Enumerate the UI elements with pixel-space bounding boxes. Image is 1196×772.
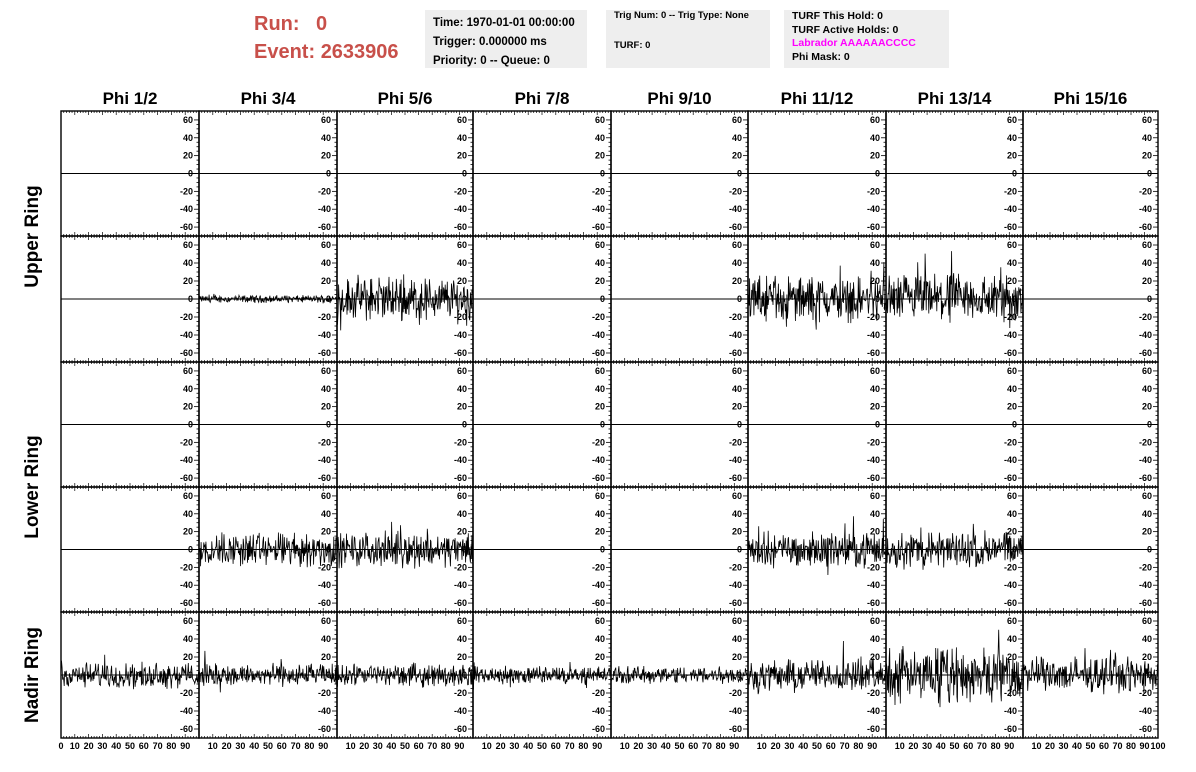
y-tick-label: -60 (453, 348, 467, 358)
column-header-8: Phi 15/16 (1053, 89, 1128, 108)
y-tick-label: 0 (1146, 294, 1152, 304)
y-tick-label: 40 (1006, 383, 1017, 394)
y-tick-label: -60 (317, 724, 331, 734)
waveform-r4-c2 (199, 532, 337, 567)
y-tick-label: -20 (866, 437, 880, 448)
y-tick-label: -20 (453, 688, 467, 698)
y-tick-label: 20 (731, 652, 742, 662)
y-tick-label: -60 (1138, 222, 1152, 233)
y-tick-label: 40 (594, 258, 605, 268)
waveform-r4-c3 (337, 522, 473, 569)
y-tick-label: 40 (1141, 132, 1152, 143)
y-tick-label: 40 (320, 383, 331, 394)
y-tick-label: 40 (594, 634, 605, 644)
y-tick-label: 40 (182, 258, 193, 268)
y-tick-label: -20 (317, 186, 331, 197)
y-tick-label: -60 (179, 222, 193, 233)
y-tick-label: -60 (453, 724, 467, 734)
y-tick-label: 60 (594, 616, 605, 626)
y-tick-label: 0 (599, 294, 605, 304)
y-tick-label: -60 (866, 598, 880, 609)
y-tick-label: -40 (728, 455, 742, 466)
y-tick-label: 40 (731, 634, 742, 644)
y-tick-label: 60 (1141, 114, 1152, 125)
y-tick-label: -40 (317, 706, 331, 716)
y-tick-label: -20 (1138, 437, 1152, 448)
y-tick-label: -60 (728, 724, 742, 734)
y-tick-label: 20 (731, 526, 742, 537)
y-tick-label: -40 (453, 706, 467, 716)
y-tick-label: -40 (179, 455, 193, 466)
y-tick-label: -20 (591, 562, 605, 573)
event-label: Event: (254, 41, 316, 63)
y-tick-label: 60 (182, 616, 193, 626)
y-tick-label: -20 (1138, 312, 1152, 322)
y-tick-label: -20 (317, 562, 331, 573)
y-tick-label: -40 (1003, 204, 1017, 215)
y-tick-label: 60 (594, 490, 605, 501)
y-tick-label: -60 (591, 724, 605, 734)
y-tick-label: -60 (728, 598, 742, 609)
y-tick-label: -40 (179, 330, 193, 340)
turf-this-hold-text: TURF This Hold: 0 (792, 10, 883, 22)
y-tick-label: -40 (179, 580, 193, 591)
turf-text: TURF: 0 (614, 40, 651, 51)
y-tick-label: 40 (1006, 132, 1017, 143)
y-tick-label: -20 (1138, 562, 1152, 573)
y-tick-label: 20 (320, 150, 331, 161)
y-tick-label: 0 (187, 544, 193, 555)
y-tick-label: 0 (1011, 544, 1017, 555)
y-tick-label: 20 (869, 276, 880, 286)
y-tick-label: -20 (866, 312, 880, 322)
y-tick-label: 40 (594, 508, 605, 519)
y-tick-label: -60 (728, 473, 742, 484)
y-tick-label: -20 (317, 437, 331, 448)
waveform-r2-c3 (337, 274, 473, 330)
y-tick-label: 60 (1006, 114, 1017, 125)
y-tick-label: 20 (731, 150, 742, 161)
y-tick-label: 60 (1006, 490, 1017, 501)
y-tick-label: 20 (594, 526, 605, 537)
y-tick-label: -20 (866, 562, 880, 573)
y-tick-label: 0 (187, 168, 193, 179)
y-tick-label: 20 (594, 652, 605, 662)
trigger-text: Trigger: 0.000000 ms (433, 36, 547, 48)
y-tick-label: 20 (456, 652, 467, 662)
y-tick-label: 60 (869, 240, 880, 250)
y-tick-label: -60 (591, 473, 605, 484)
y-tick-label: 40 (182, 383, 193, 394)
y-tick-label: -60 (1003, 222, 1017, 233)
y-tick-label: -20 (591, 437, 605, 448)
y-tick-label: -20 (728, 562, 742, 573)
ring-label-3: Nadir Ring (22, 626, 43, 724)
y-tick-label: -40 (1138, 330, 1152, 340)
y-tick-label: -20 (317, 688, 331, 698)
y-tick-label: -60 (179, 473, 193, 484)
waveform-r5-c4 (473, 662, 611, 690)
y-tick-label: 60 (456, 114, 467, 125)
y-tick-label: 20 (869, 401, 880, 412)
y-tick-label: 40 (731, 132, 742, 143)
y-tick-label: 20 (731, 401, 742, 412)
y-tick-label: -60 (1003, 598, 1017, 609)
y-tick-label: -20 (591, 186, 605, 197)
y-tick-label: -40 (591, 580, 605, 591)
y-tick-label: 40 (869, 258, 880, 268)
y-tick-label: -20 (1003, 437, 1017, 448)
y-tick-label: 40 (869, 132, 880, 143)
y-tick-label: -60 (453, 222, 467, 233)
y-tick-label: 0 (599, 670, 605, 680)
y-tick-label: -40 (317, 204, 331, 215)
y-tick-label: -60 (728, 348, 742, 358)
y-tick-label: 0 (874, 419, 880, 430)
y-tick-label: -60 (453, 598, 467, 609)
y-tick-label: -20 (179, 562, 193, 573)
column-header-6: Phi 11/12 (780, 89, 854, 108)
y-tick-label: 40 (456, 383, 467, 394)
time-text: Time: 1970-01-01 00:00:00 (433, 17, 575, 29)
y-tick-label: 60 (869, 365, 880, 376)
y-tick-label: 0 (874, 168, 880, 179)
y-tick-label: 60 (182, 490, 193, 501)
y-tick-label: -20 (728, 688, 742, 698)
phi-mask-text: Phi Mask: 0 (792, 50, 850, 63)
y-tick-label: 40 (1141, 258, 1152, 268)
y-tick-label: 60 (320, 365, 331, 376)
y-tick-label: 0 (1011, 294, 1017, 304)
y-tick-label: 20 (1006, 401, 1017, 412)
y-tick-label: 0 (461, 294, 467, 304)
y-tick-label: 0 (736, 670, 742, 680)
y-tick-label: 0 (325, 294, 331, 304)
y-tick-label: 60 (1006, 240, 1017, 250)
y-tick-label: -40 (728, 580, 742, 591)
y-tick-label: -40 (728, 204, 742, 215)
y-tick-label: -20 (453, 186, 467, 197)
y-tick-label: -40 (1138, 580, 1152, 591)
y-tick-label: 40 (320, 634, 331, 644)
y-tick-label: -40 (728, 330, 742, 340)
y-tick-label: -40 (1138, 455, 1152, 466)
y-tick-label: -40 (1003, 455, 1017, 466)
event-value: 2633906 (320, 41, 399, 63)
y-tick-label: 20 (320, 652, 331, 662)
y-tick-label: -20 (179, 186, 193, 197)
y-tick-label: 20 (456, 526, 467, 537)
y-tick-label: 40 (1141, 508, 1152, 519)
column-header-5: Phi 9/10 (647, 89, 712, 108)
y-tick-label: 0 (1146, 544, 1152, 555)
y-tick-label: 0 (1011, 168, 1017, 179)
y-tick-label: 20 (182, 150, 193, 161)
y-tick-label: 40 (320, 508, 331, 519)
y-tick-label: -60 (317, 598, 331, 609)
y-tick-label: -40 (453, 455, 467, 466)
y-tick-label: 0 (187, 419, 193, 430)
y-tick-label: -20 (453, 312, 467, 322)
waveform-r5-c2 (199, 651, 337, 693)
y-tick-label: -20 (453, 562, 467, 573)
y-tick-label: 40 (1006, 508, 1017, 519)
y-tick-label: -60 (179, 724, 193, 734)
y-tick-label: 60 (320, 490, 331, 501)
y-tick-label: 60 (182, 240, 193, 250)
y-tick-label: -40 (866, 455, 880, 466)
y-tick-label: 0 (1146, 419, 1152, 430)
y-tick-label: -20 (1003, 562, 1017, 573)
y-tick-label: 0 (1011, 419, 1017, 430)
y-tick-label: 40 (182, 634, 193, 644)
y-tick-label: -20 (866, 186, 880, 197)
y-tick-label: 0 (874, 544, 880, 555)
y-tick-label: 20 (320, 401, 331, 412)
y-tick-label: 40 (320, 258, 331, 268)
y-tick-label: -20 (591, 688, 605, 698)
y-tick-label: 60 (456, 365, 467, 376)
y-tick-label: 20 (1006, 276, 1017, 286)
waveform-r4-c6 (748, 516, 886, 575)
y-tick-label: -60 (317, 473, 331, 484)
y-tick-label: 40 (456, 508, 467, 519)
y-tick-label: 0 (599, 168, 605, 179)
waveform-r2-c7 (886, 251, 1023, 328)
waveform-r5-c3 (337, 663, 473, 688)
y-tick-label: 40 (456, 634, 467, 644)
waveform-r2-c6 (748, 262, 886, 330)
y-tick-label: 0 (461, 419, 467, 430)
y-tick-label: 20 (456, 276, 467, 286)
y-tick-label: 60 (456, 490, 467, 501)
y-tick-label: -60 (1003, 348, 1017, 358)
y-tick-label: -40 (453, 580, 467, 591)
y-tick-label: 20 (1141, 276, 1152, 286)
y-tick-label: 40 (731, 508, 742, 519)
y-tick-label: 60 (731, 490, 742, 501)
y-tick-label: -60 (179, 348, 193, 358)
priority-queue-text: Priority: 0 -- Queue: 0 (433, 55, 550, 67)
y-tick-label: 0 (461, 168, 467, 179)
y-tick-label: 60 (594, 114, 605, 125)
ring-label-2: Lower Ring (22, 435, 43, 539)
labrador-text: Labrador AAAAAACCCC (792, 37, 916, 49)
y-tick-label: 60 (869, 114, 880, 125)
y-tick-label: 20 (456, 401, 467, 412)
y-tick-label: 60 (182, 114, 193, 125)
y-tick-label: -20 (179, 312, 193, 322)
y-tick-label: 60 (731, 365, 742, 376)
y-tick-label: -20 (317, 312, 331, 322)
y-tick-label: -20 (179, 688, 193, 698)
column-header-3: Phi 5/6 (377, 89, 433, 108)
y-tick-label: 60 (1141, 240, 1152, 250)
y-tick-label: 20 (1006, 526, 1017, 537)
y-tick-label: -60 (317, 222, 331, 233)
y-tick-label: 60 (731, 240, 742, 250)
y-tick-label: -40 (317, 580, 331, 591)
ring-label-1: Upper Ring (22, 185, 43, 288)
y-tick-label: -60 (866, 348, 880, 358)
y-tick-label: -40 (866, 330, 880, 340)
turf-active-holds-text: TURF Active Holds: 0 (792, 23, 899, 36)
y-tick-label: 20 (1141, 150, 1152, 161)
y-tick-label: 40 (594, 383, 605, 394)
y-tick-label: -40 (453, 330, 467, 340)
y-tick-label: 20 (182, 526, 193, 537)
y-tick-label: 40 (182, 132, 193, 143)
y-tick-label: -40 (1003, 580, 1017, 591)
y-tick-label: 0 (325, 670, 331, 680)
y-tick-label: -60 (1003, 473, 1017, 484)
y-tick-label: -60 (179, 598, 193, 609)
y-tick-label: 60 (594, 240, 605, 250)
y-tick-label: -40 (317, 455, 331, 466)
y-tick-label: 60 (182, 365, 193, 376)
y-tick-label: 0 (461, 544, 467, 555)
y-tick-label: 40 (731, 383, 742, 394)
y-tick-label: -40 (728, 706, 742, 716)
y-tick-label: 20 (456, 150, 467, 161)
y-tick-label: 60 (320, 114, 331, 125)
y-tick-label: 20 (182, 652, 193, 662)
y-tick-label: 20 (594, 401, 605, 412)
y-tick-label: 40 (456, 258, 467, 268)
y-tick-label: -20 (179, 437, 193, 448)
y-tick-label: 0 (1146, 168, 1152, 179)
y-tick-label: 20 (182, 401, 193, 412)
y-tick-label: 60 (594, 365, 605, 376)
y-tick-label: -40 (591, 204, 605, 215)
y-tick-label: 20 (320, 526, 331, 537)
y-tick-label: 20 (320, 276, 331, 286)
y-tick-label: -20 (728, 437, 742, 448)
y-tick-label: -60 (1138, 348, 1152, 358)
y-tick-label: 0 (461, 670, 467, 680)
y-tick-label: 20 (594, 150, 605, 161)
y-tick-label: 60 (320, 616, 331, 626)
y-tick-label: -60 (591, 348, 605, 358)
y-tick-label: -20 (1003, 186, 1017, 197)
y-tick-label: -60 (866, 473, 880, 484)
y-tick-label: -60 (317, 348, 331, 358)
y-tick-label: 20 (182, 276, 193, 286)
y-tick-label: 0 (874, 294, 880, 304)
y-tick-label: 60 (456, 240, 467, 250)
y-tick-label: -20 (591, 312, 605, 322)
y-tick-label: 60 (731, 114, 742, 125)
y-tick-label: -40 (591, 330, 605, 340)
y-tick-label: 20 (1141, 526, 1152, 537)
y-tick-label: -40 (1138, 204, 1152, 215)
y-tick-label: 20 (1141, 401, 1152, 412)
y-tick-label: -40 (179, 706, 193, 716)
y-tick-label: -20 (1003, 312, 1017, 322)
y-tick-label: 40 (731, 258, 742, 268)
y-tick-label: 0 (187, 294, 193, 304)
y-tick-label: 60 (320, 240, 331, 250)
y-tick-label: -40 (866, 580, 880, 591)
y-tick-label: 20 (1006, 150, 1017, 161)
y-tick-label: 20 (731, 276, 742, 286)
run-label: Run: (254, 13, 300, 35)
y-tick-label: 20 (869, 150, 880, 161)
y-tick-label: -20 (453, 437, 467, 448)
column-header-1: Phi 1/2 (102, 89, 158, 108)
y-tick-label: 20 (594, 276, 605, 286)
run-value: 0 (316, 13, 328, 35)
y-tick-label: 40 (1141, 383, 1152, 394)
y-tick-label: 0 (325, 419, 331, 430)
y-tick-label: -60 (591, 598, 605, 609)
y-tick-label: 0 (736, 294, 742, 304)
y-tick-label: -40 (866, 204, 880, 215)
y-tick-label: -20 (1138, 186, 1152, 197)
y-tick-label: 0 (599, 544, 605, 555)
y-tick-label: 60 (1141, 365, 1152, 376)
y-tick-label: 40 (1006, 258, 1017, 268)
y-tick-label: 20 (869, 526, 880, 537)
y-tick-label: -60 (728, 222, 742, 233)
waveform-r4-c7 (886, 524, 1023, 573)
y-tick-label: 60 (1006, 365, 1017, 376)
y-tick-label: 60 (1141, 490, 1152, 501)
y-tick-label: -60 (1138, 598, 1152, 609)
y-tick-label: 40 (869, 383, 880, 394)
y-tick-label: 60 (869, 490, 880, 501)
column-header-2: Phi 3/4 (240, 89, 296, 108)
y-tick-label: -20 (728, 186, 742, 197)
y-tick-label: -60 (591, 222, 605, 233)
column-header-4: Phi 7/8 (514, 89, 570, 108)
waveform-r5-c1 (61, 655, 199, 689)
y-tick-label: -40 (453, 204, 467, 215)
y-tick-label: -40 (179, 204, 193, 215)
y-tick-label: -40 (1003, 330, 1017, 340)
y-tick-label: -20 (728, 312, 742, 322)
y-tick-label: 0 (187, 670, 193, 680)
y-tick-label: 60 (731, 616, 742, 626)
y-tick-label: 40 (456, 132, 467, 143)
y-tick-label: 0 (325, 168, 331, 179)
y-tick-label: 0 (736, 544, 742, 555)
y-tick-label: 40 (869, 508, 880, 519)
column-header-7: Phi 13/14 (917, 89, 992, 108)
y-tick-label: -60 (1138, 473, 1152, 484)
y-tick-label: 0 (599, 419, 605, 430)
y-tick-label: -40 (317, 330, 331, 340)
y-tick-label: 40 (320, 132, 331, 143)
y-tick-label: 60 (456, 616, 467, 626)
y-tick-label: 40 (182, 508, 193, 519)
y-tick-label: -40 (591, 455, 605, 466)
y-tick-label: 0 (325, 544, 331, 555)
y-tick-label: 0 (736, 168, 742, 179)
y-tick-label: -60 (453, 473, 467, 484)
y-tick-label: 0 (736, 419, 742, 430)
y-tick-label: 40 (594, 132, 605, 143)
y-tick-label: -60 (866, 222, 880, 233)
y-tick-label: -40 (591, 706, 605, 716)
trig-num-type-text: Trig Num: 0 -- Trig Type: None (614, 10, 749, 21)
